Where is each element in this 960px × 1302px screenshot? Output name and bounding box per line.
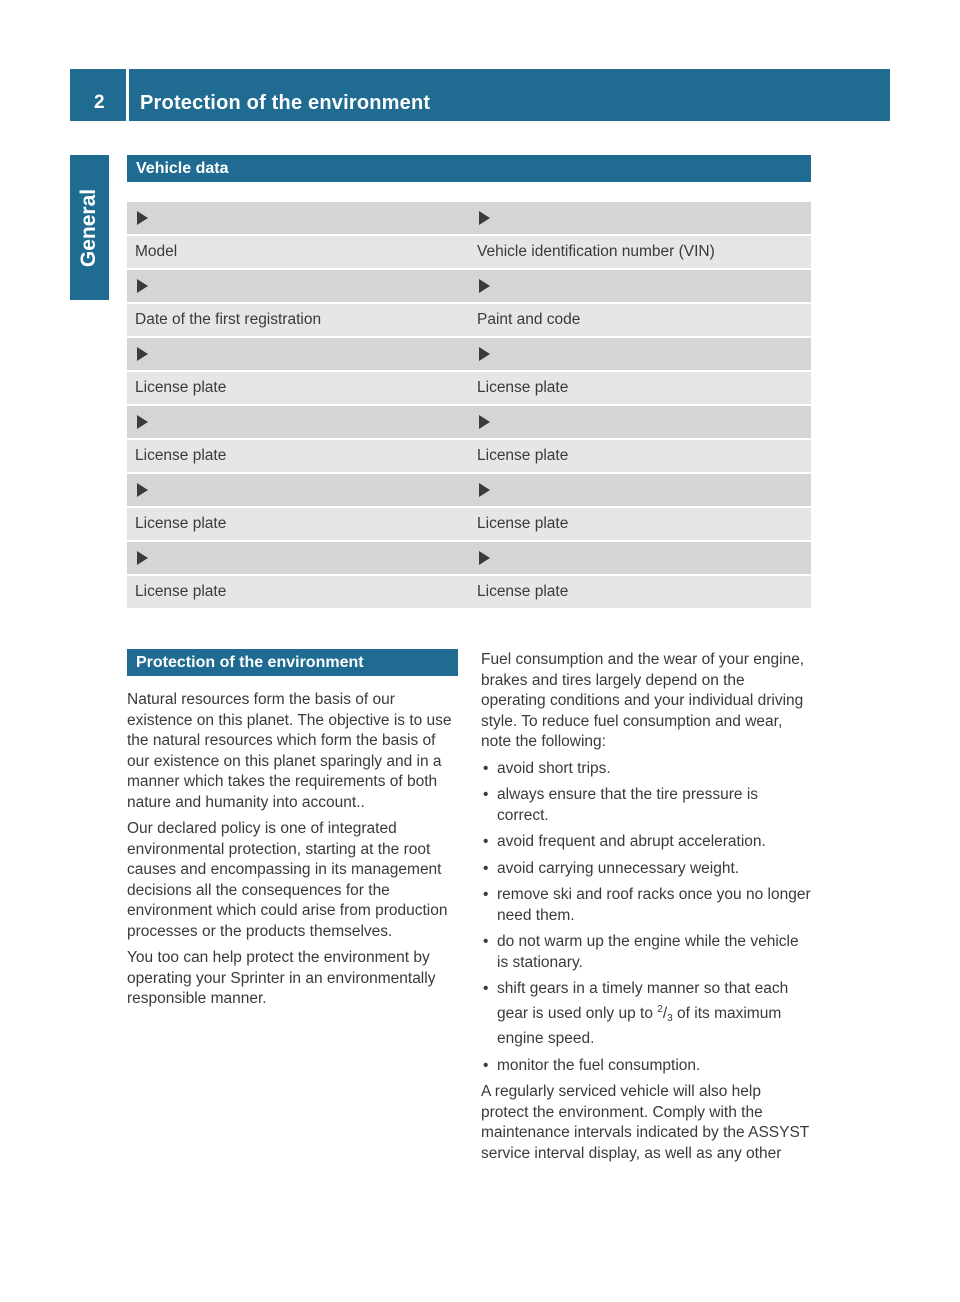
field-label: Model: [135, 243, 178, 260]
entry-field: [468, 542, 811, 574]
field-label: Paint and code: [477, 311, 581, 328]
field-label: License plate: [477, 583, 569, 600]
entry-row: [127, 474, 811, 506]
field-label: License plate: [135, 583, 227, 600]
entry-field: [468, 474, 811, 506]
label-row: [127, 508, 811, 540]
side-tab-label: General: [77, 188, 101, 267]
list-item: • avoid frequent and abrupt acceleration.: [481, 832, 812, 853]
entry-row: [127, 338, 811, 370]
arrow-right-icon: [479, 279, 490, 293]
arrow-right-icon: [479, 347, 490, 361]
page-title: Protection of the environment: [140, 92, 431, 114]
label-row: [127, 372, 811, 404]
environment-heading: Protection of the environment: [127, 649, 458, 676]
list-item: • avoid carrying unnecessary weight.: [481, 859, 812, 880]
arrow-right-icon: [137, 347, 148, 361]
field-label: Vehicle identification number (VIN): [477, 243, 715, 260]
tips-list: [481, 759, 812, 1077]
right-column: [481, 650, 812, 1170]
left-column: [127, 690, 459, 1016]
field-label: License plate: [477, 379, 569, 396]
vehicle-data-table: [127, 202, 811, 610]
arrow-right-icon: [479, 415, 490, 429]
side-tab-label-wrap: [70, 155, 109, 300]
entry-field: [127, 474, 468, 506]
field-label: License plate: [477, 515, 569, 532]
field-label: Date of the first registration: [135, 311, 322, 328]
field-label: License plate: [135, 515, 227, 532]
entry-field: [127, 270, 468, 302]
fraction: [657, 1005, 672, 1022]
entry-row: [127, 542, 811, 574]
entry-field: [468, 202, 811, 234]
arrow-right-icon: [479, 551, 490, 565]
page-number: 2: [94, 92, 105, 113]
label-row: [127, 440, 811, 472]
arrow-right-icon: [137, 211, 148, 225]
arrow-right-icon: [479, 211, 490, 225]
field-label: License plate: [135, 447, 227, 464]
entry-field: [468, 270, 811, 302]
entry-field: [468, 406, 811, 438]
field-label: License plate: [477, 447, 569, 464]
entry-field: [127, 406, 468, 438]
fraction-slash: /: [662, 1004, 668, 1022]
list-item: • avoid short trips.: [481, 759, 812, 780]
label-row: [127, 304, 811, 336]
entry-field: [127, 542, 468, 574]
entry-row: [127, 270, 811, 302]
list-item: • do not warm up the engine while the vehicle is stationary.: [481, 932, 812, 973]
paragraph: A regularly serviced vehicle will also help protect the environment. Comply with the maintenance intervals indicated by the ASSYST service interval display, as well as any other: [481, 1083, 809, 1162]
vehicle-data-heading: Vehicle data: [127, 155, 811, 182]
gear-tip-text: shift gears in a timely manner so that each gear is used only up to: [497, 980, 789, 1022]
header-divider: [126, 69, 129, 121]
paragraph: Fuel consumption and the wear of your engine, brakes and tires largely depend on the operating conditions and your individual driving style. To reduce fuel consumption and wear, note the following:: [481, 651, 805, 750]
field-label: License plate: [135, 379, 227, 396]
list-item: • always ensure that the tire pressure is correct.: [481, 785, 812, 826]
fraction-denominator: 3: [667, 1012, 673, 1024]
list-item: [481, 979, 812, 1050]
entry-row: [127, 202, 811, 234]
arrow-right-icon: [479, 483, 490, 497]
entry-field: [127, 202, 468, 234]
entry-row: [127, 406, 811, 438]
label-row: [127, 576, 811, 608]
arrow-right-icon: [137, 279, 148, 293]
arrow-right-icon: [137, 415, 148, 429]
paragraph: Natural resources form the basis of our existence on this planet. The objective is to use the natural resources which form the basis of our existence on this planet sparingly and in a manner which takes the requirements of both nature and humanity into account..: [127, 691, 452, 811]
paragraph: Our declared policy is one of integrated environmental protection, starting at the root causes and encompassing in its management decisions all the consequences for the environment which could arise from production processes or the products themselves.: [127, 820, 448, 940]
list-item: • remove ski and roof racks once you no longer need them.: [481, 885, 812, 926]
paragraph: You too can help protect the environment by operating your Sprinter in an environmentally responsible manner.: [127, 949, 436, 1007]
arrow-right-icon: [137, 483, 148, 497]
arrow-right-icon: [137, 551, 148, 565]
label-row: [127, 236, 811, 268]
list-item: • monitor the fuel consumption.: [481, 1056, 812, 1077]
fraction-numerator: 2: [657, 1003, 663, 1015]
entry-field: [468, 338, 811, 370]
gear-tip-text-end: of its maximum engine speed.: [497, 1004, 782, 1047]
entry-field: [127, 338, 468, 370]
